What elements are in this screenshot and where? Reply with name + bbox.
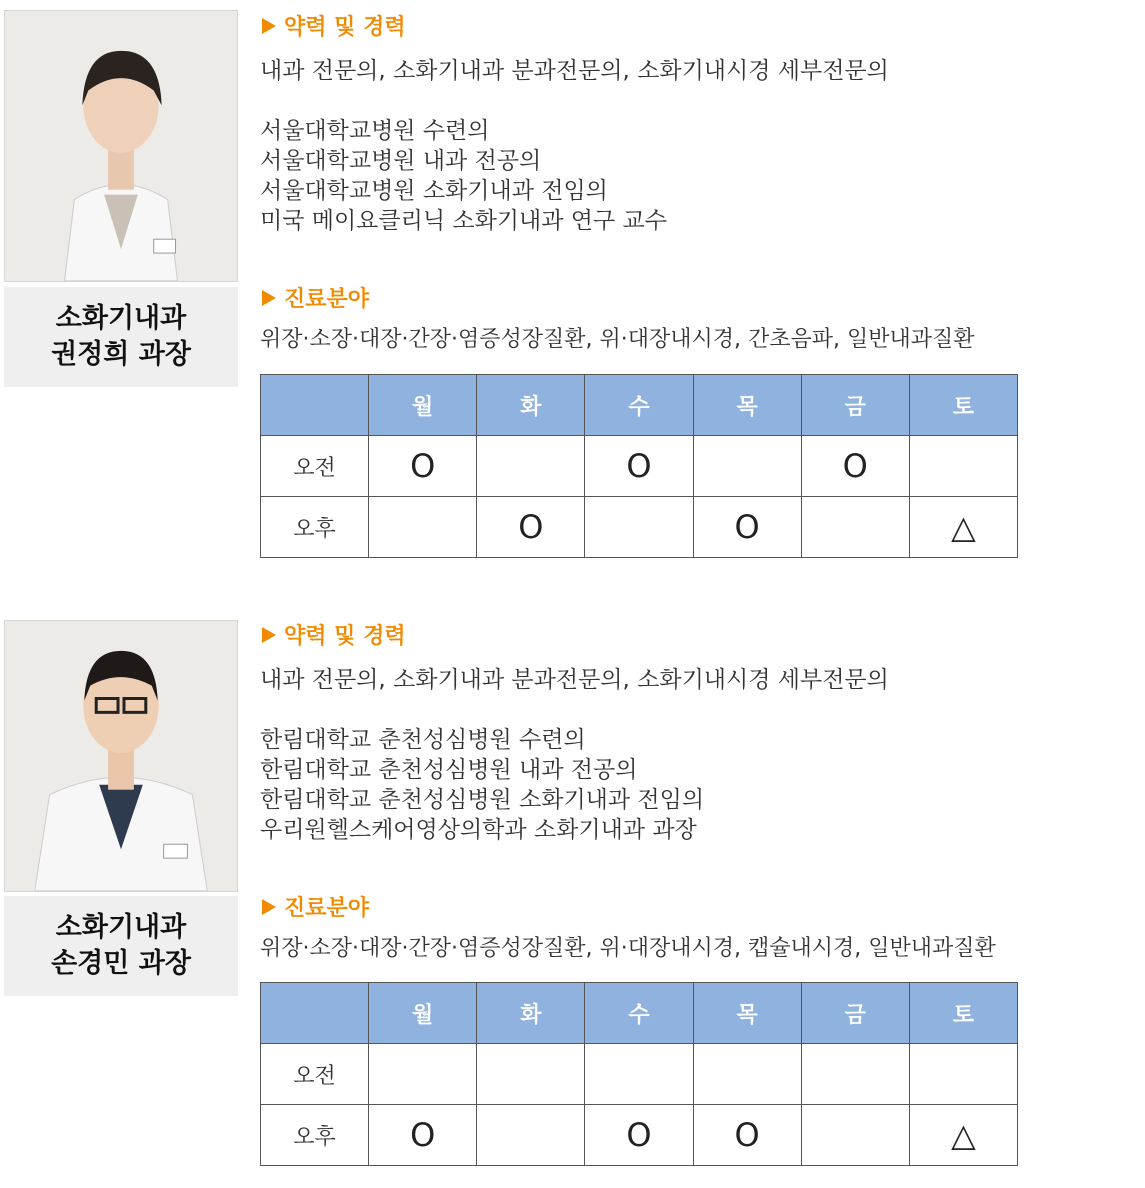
triangle-bullet-icon: [262, 18, 276, 34]
schedule-cell: △: [909, 1105, 1017, 1166]
career-line: 한림대학교 춘천성심병원 수련의: [260, 727, 586, 753]
field-heading-text: 진료분야: [284, 287, 370, 312]
career-heading: [262, 619, 406, 650]
day-header: 토: [909, 375, 1017, 436]
career-line: 한림대학교 춘천성심병원 소화기내과 전임의: [260, 787, 705, 813]
day-header: 목: [693, 375, 801, 436]
doctor-profile-1: [0, 0, 1145, 570]
department-label: 소화기내과: [55, 303, 187, 334]
schedule-row-afternoon: [261, 1105, 1018, 1166]
schedule-row-afternoon: [261, 497, 1018, 558]
day-header: 토: [909, 983, 1017, 1044]
doctor-profile-2: [0, 608, 1145, 1188]
schedule-cell: O: [369, 436, 477, 497]
schedule-cell: O: [369, 1105, 477, 1166]
schedule-cell: [909, 436, 1017, 497]
schedule-corner: [261, 983, 369, 1044]
day-header: 수: [585, 375, 693, 436]
schedule-cell: O: [693, 1105, 801, 1166]
field-heading: [262, 891, 369, 922]
doctor-photo: [4, 620, 238, 892]
triangle-bullet-icon: [262, 899, 276, 915]
row-label: 오전: [261, 436, 369, 497]
career-line: 미국 메이요클리닉 소화기내과 연구 교수: [260, 208, 667, 234]
schedule-row-morning: [261, 1044, 1018, 1105]
schedule-cell: [909, 1044, 1017, 1105]
department-label: 소화기내과: [55, 912, 187, 943]
schedule-row-morning: [261, 436, 1018, 497]
row-label: 오전: [261, 1044, 369, 1105]
triangle-bullet-icon: [262, 290, 276, 306]
doctor-name-box: [4, 896, 238, 996]
schedule-cell: [477, 1105, 585, 1166]
schedule-cell: [801, 1105, 909, 1166]
day-header: 수: [585, 983, 693, 1044]
schedule-cell: O: [801, 436, 909, 497]
career-line: 서울대학교병원 소화기내과 전임의: [260, 178, 608, 204]
day-header: 금: [801, 375, 909, 436]
row-label: 오후: [261, 497, 369, 558]
schedule-table: [260, 374, 1018, 558]
day-header: 목: [693, 983, 801, 1044]
day-header: 화: [477, 983, 585, 1044]
schedule-cell: O: [585, 1105, 693, 1166]
schedule-cell: [477, 1044, 585, 1105]
schedule-cell: O: [477, 497, 585, 558]
career-line: 우리원헬스케어영상의학과 소화기내과 과장: [260, 817, 697, 843]
doctor-name: 손경민 과장: [51, 948, 191, 979]
triangle-bullet-icon: [262, 627, 276, 643]
schedule-cell: [693, 1044, 801, 1105]
career-line: 한림대학교 춘천성심병원 내과 전공의: [260, 757, 638, 783]
schedule-table: [260, 982, 1018, 1166]
schedule-cell: [585, 497, 693, 558]
career-line: 내과 전문의, 소화기내과 분과전문의, 소화기내시경 세부전문의: [260, 58, 889, 84]
row-label: 오후: [261, 1105, 369, 1166]
doctor-name: 권정희 과장: [51, 339, 191, 370]
schedule-cell: [801, 1044, 909, 1105]
schedule-cell: [369, 497, 477, 558]
field-heading: [262, 282, 369, 313]
career-heading: [262, 10, 406, 41]
schedule-cell: [693, 436, 801, 497]
career-heading-text: 약력 및 경력: [284, 624, 406, 649]
career-line: 내과 전문의, 소화기내과 분과전문의, 소화기내시경 세부전문의: [260, 667, 889, 693]
schedule-cell: △: [909, 497, 1017, 558]
career-line: 서울대학교병원 수련의: [260, 118, 490, 144]
schedule-cell: O: [585, 436, 693, 497]
field-text: 위장·소장·대장·간장·염증성장질환, 위·대장내시경, 간초음파, 일반내과질환: [260, 327, 975, 352]
day-header: 월: [369, 983, 477, 1044]
field-text: 위장·소장·대장·간장·염증성장질환, 위·대장내시경, 캡슐내시경, 일반내과질환: [260, 936, 996, 961]
schedule-corner: [261, 375, 369, 436]
schedule-cell: [801, 497, 909, 558]
schedule-cell: [369, 1044, 477, 1105]
day-header: 화: [477, 375, 585, 436]
career-heading-text: 약력 및 경력: [284, 15, 406, 40]
schedule-cell: [585, 1044, 693, 1105]
doctor-name-box: [4, 287, 238, 387]
schedule-cell: O: [693, 497, 801, 558]
day-header: 금: [801, 983, 909, 1044]
career-line: 서울대학교병원 내과 전공의: [260, 148, 542, 174]
doctor-photo: [4, 10, 238, 282]
schedule-cell: [477, 436, 585, 497]
day-header: 월: [369, 375, 477, 436]
field-heading-text: 진료분야: [284, 896, 370, 921]
